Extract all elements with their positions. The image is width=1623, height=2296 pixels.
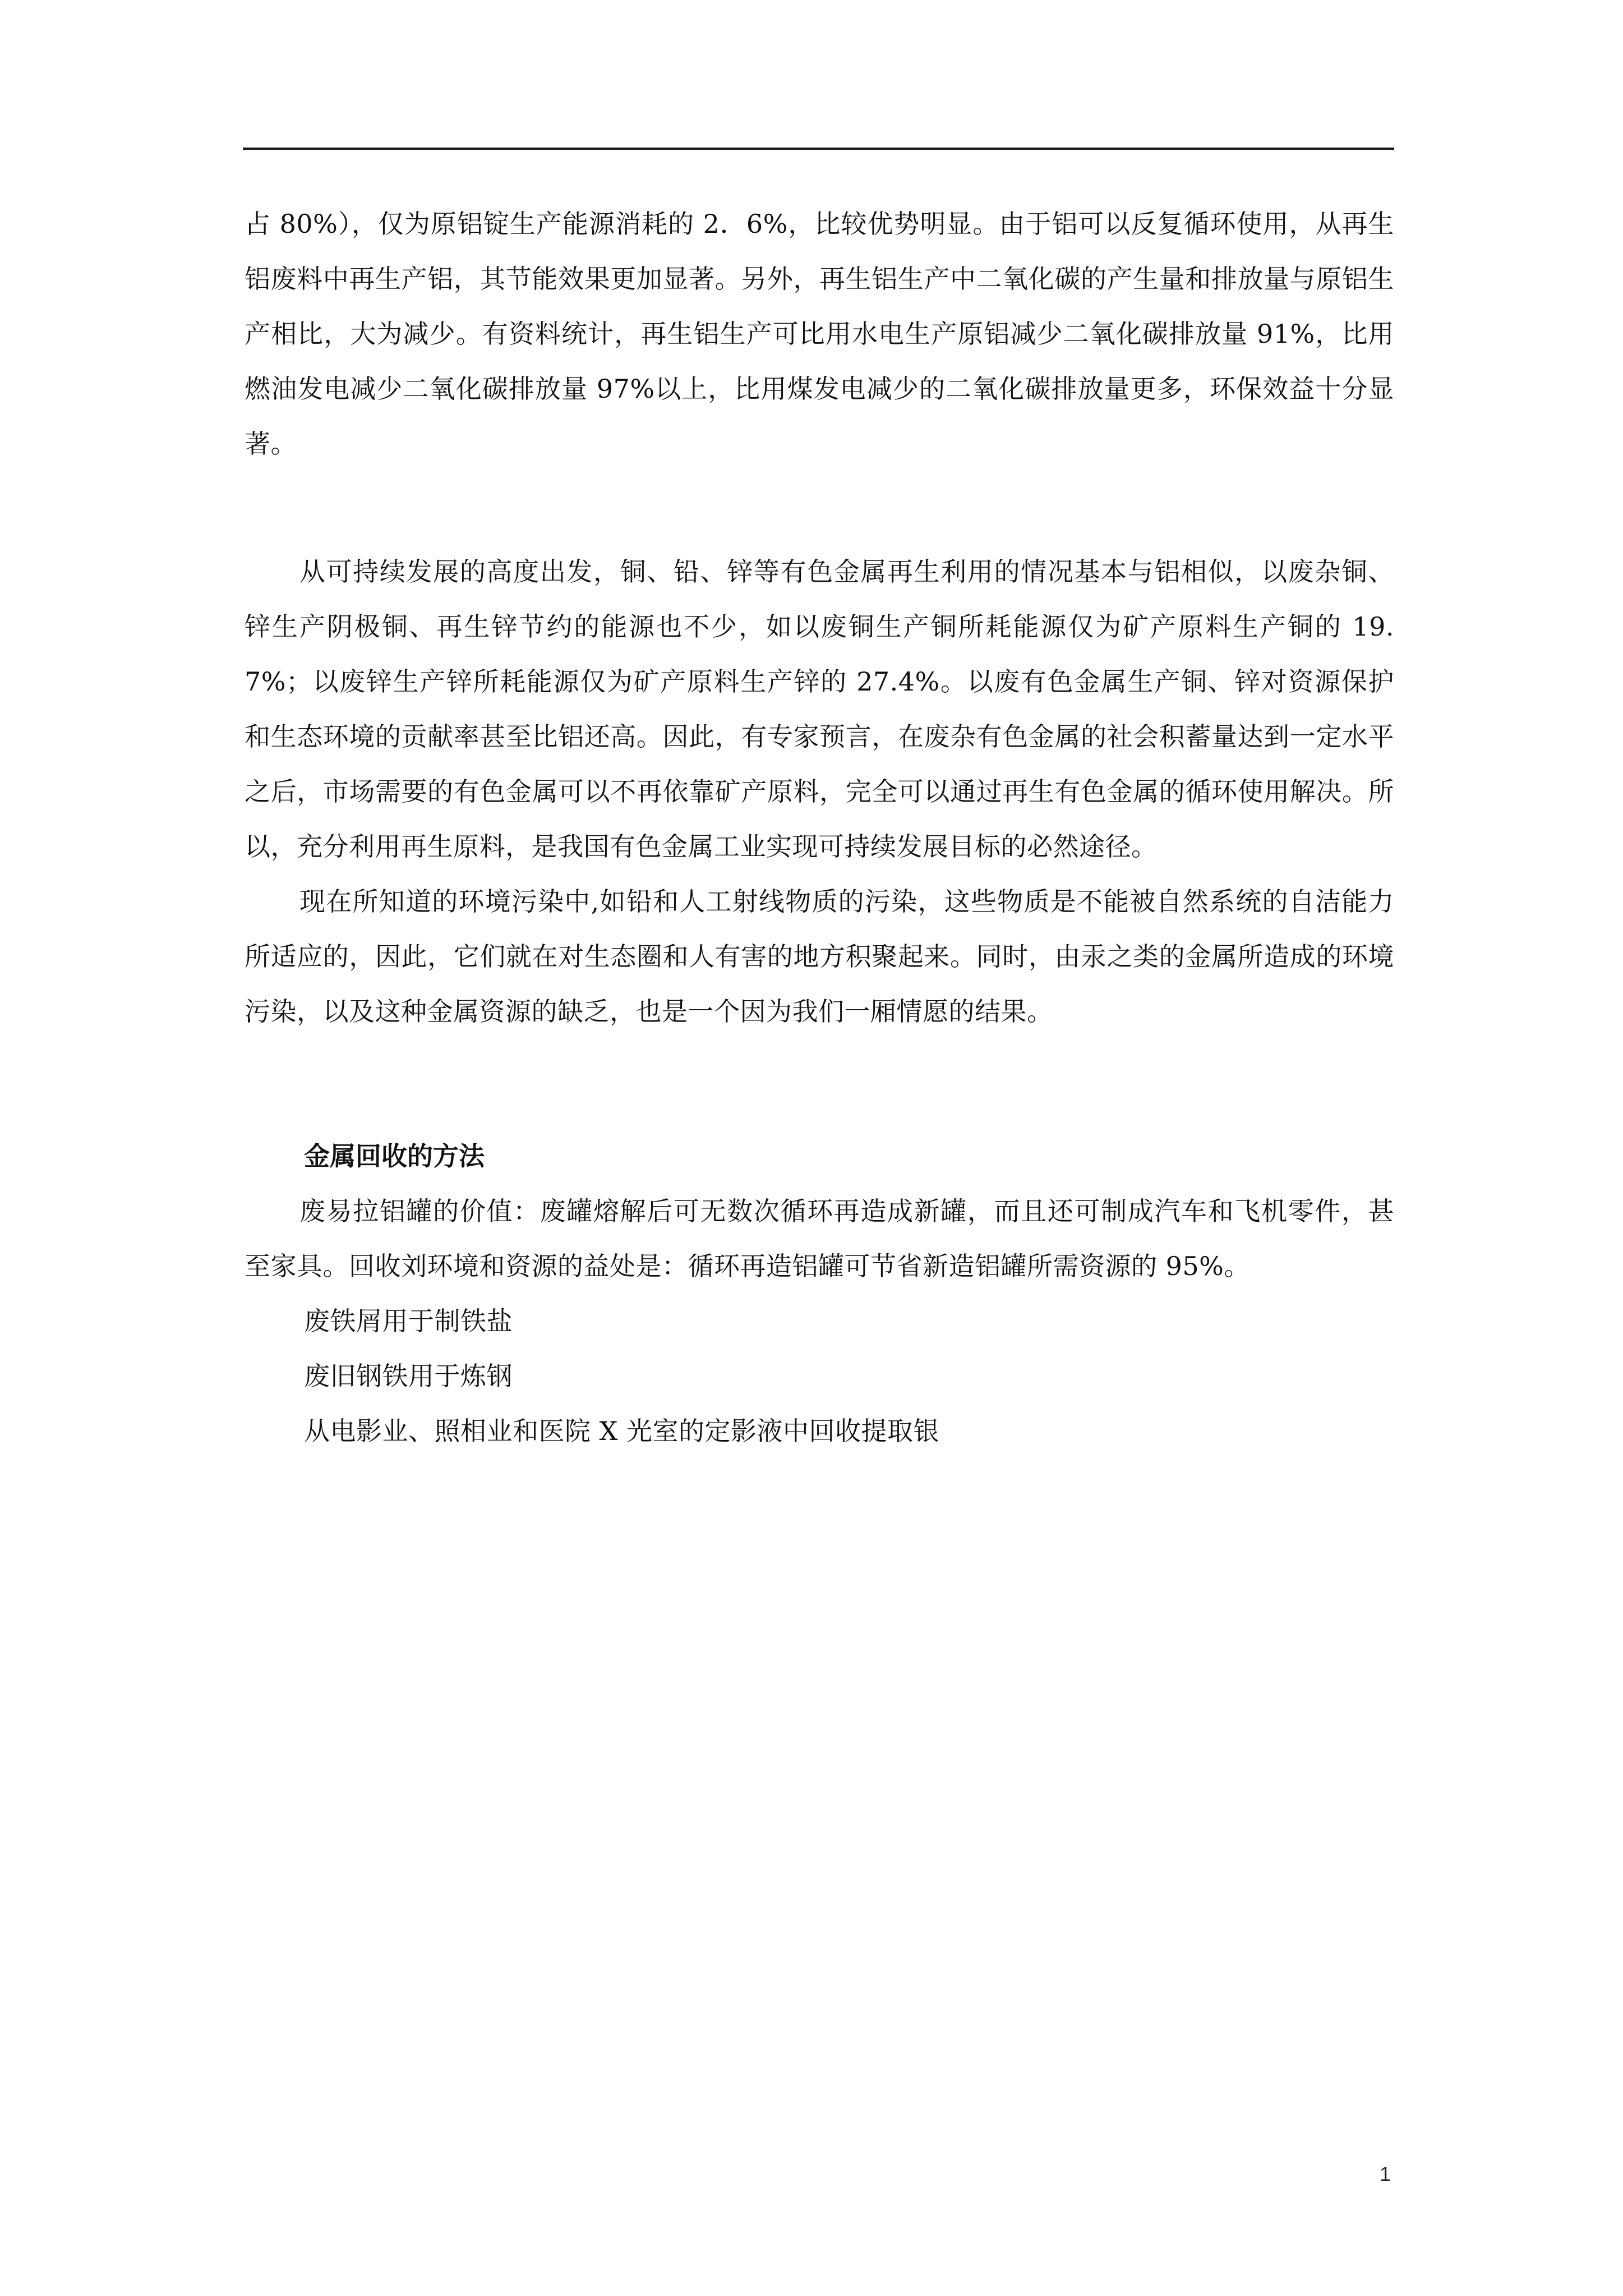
paragraph-gap — [245, 471, 1394, 544]
paragraph-aluminum-cans: 废易拉铝罐的价值：废罐熔解后可无数次循环再造成新罐，而且还可制成汽车和飞机零件，甚至家具。回收刘环境和资源的益处是：循环再造铝罐可节省新造铝罐所需资源的 95%。 — [245, 1196, 1394, 1281]
section-heading: 金属回收的方法 — [304, 1141, 485, 1171]
paragraph-environmental-pollution: 现在所知道的环境污染中,如铅和人工射线物质的污染，这些物质是不能被自然系统的自洁能力所适应的，因此，它们就在对生态圈和人有害的地方积聚起来。同时，由汞之类的金属所造成的环境污染，以及这种金属资源的缺乏，也是一个因为我们一厢情愿的结果。 — [245, 886, 1394, 1027]
list-item: 从电影业、照相业和医院 X 光室的定影液中回收提取银 — [304, 1416, 939, 1446]
paragraph-aluminum-energy: 占 80%），仅为原铝锭生产能源消耗的 2．6%，比较优势明显。由于铝可以反复循环使用，从再生铝废料中再生产铝，其节能效果更加显著。另外，再生铝生产中二氧化碳的产生量和排放量与原铝生产相比，大为减少。有资料统计，再生铝生产可比用水电生产原铝减少二氧化碳排放量 91%，比用燃油发电减少二氧化碳排放量 97%以上，比用煤发电减少的二氧化碳排放量更多，环保效益十分显著。 — [245, 209, 1394, 459]
section-gap — [245, 1039, 1394, 1129]
header-rule — [243, 148, 1394, 150]
page-number: 1 — [1379, 2162, 1391, 2185]
page-body — [245, 196, 1394, 1458]
list-item: 废铁屑用于制铁盐 — [304, 1306, 513, 1336]
paragraph-sustainable-development: 从可持续发展的高度出发，铜、铅、锌等有色金属再生利用的情况基本与铝相似，以废杂铜、锌生产阴极铜、再生锌节约的能源也不少，如以废铜生产铜所耗能源仅为矿产原料生产铜的 19.7%；以废锌生产锌所耗能源仅为矿产原料生产锌的 27.4%。以废有色金属生产铜、锌对资源保护和生态环境的贡献率甚至比铝还高。因此，有专家预言，在废杂有色金属的社会积蓄量达到一定水平之后，市场需要的有色金属可以不再依靠矿产原料，完全可以通过再生有色金属的循环使用解决。所以，充分利用再生原料，是我国有色金属工业实现可持续发展目标的必然途径。 — [245, 556, 1394, 862]
list-item: 废旧钢铁用于炼钢 — [304, 1361, 513, 1391]
